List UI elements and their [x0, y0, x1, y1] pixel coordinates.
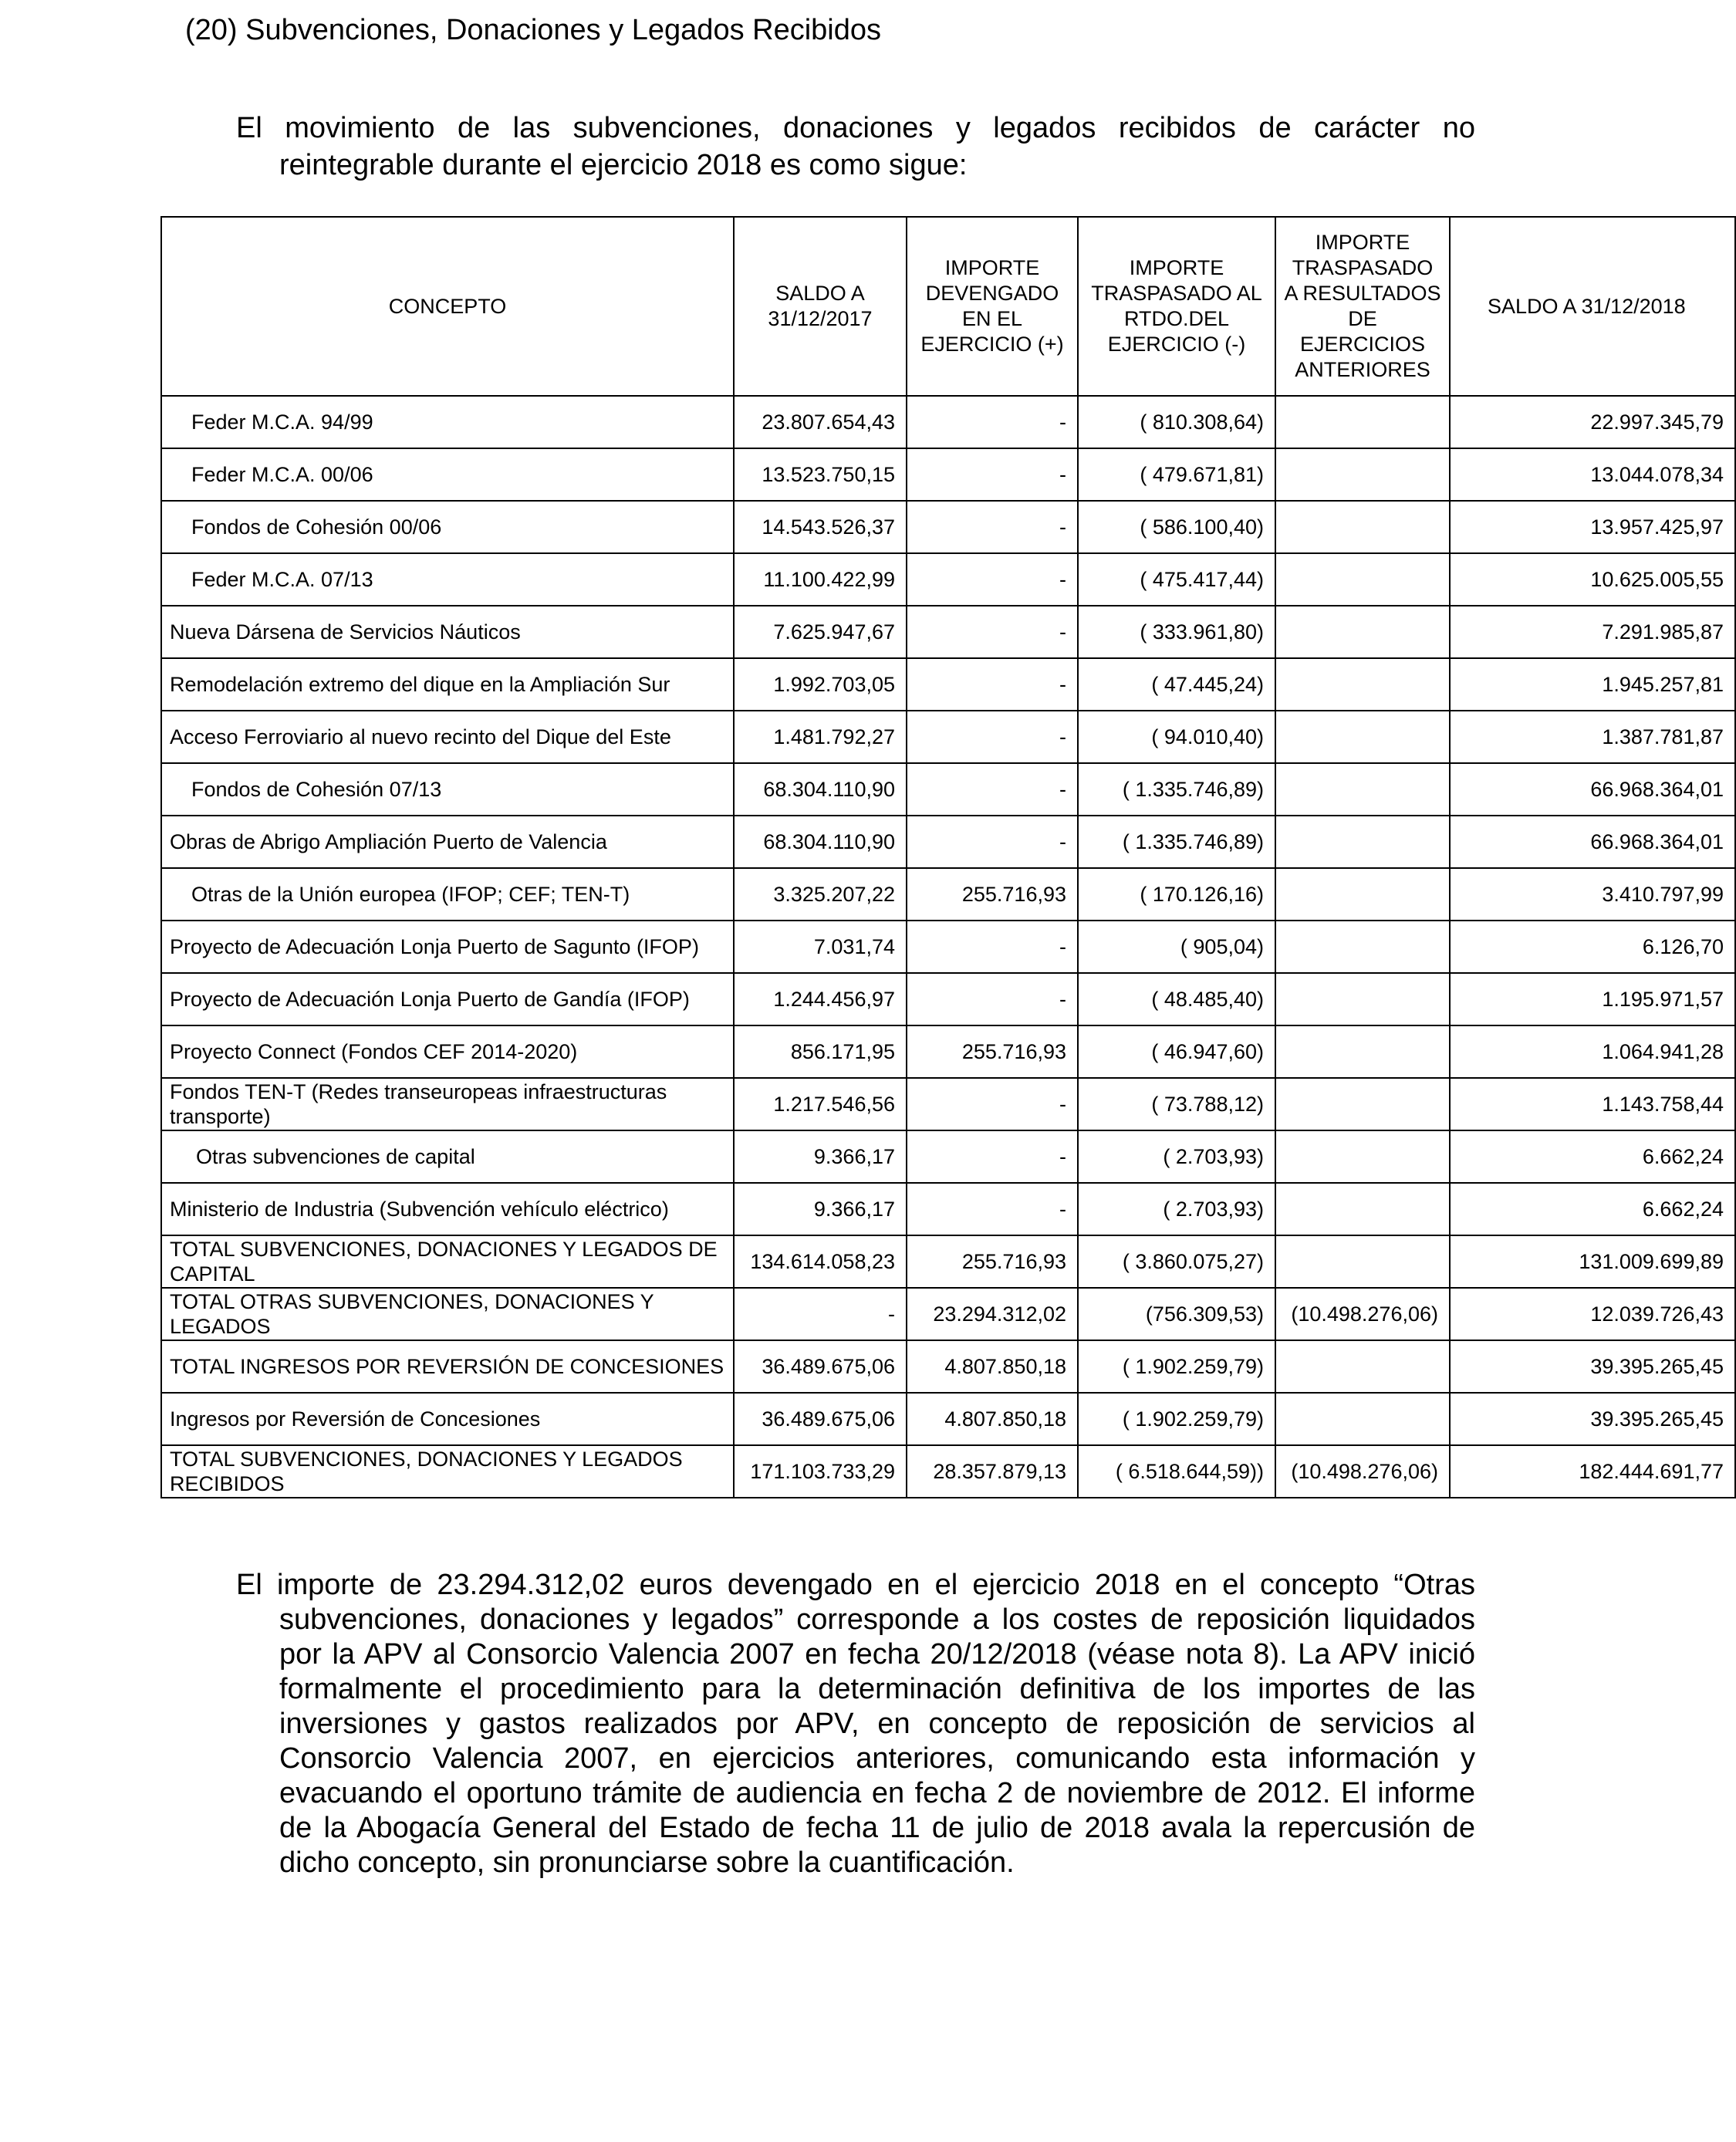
cell-saldo2018: 66.968.364,01 [1450, 763, 1735, 816]
cell-concepto: TOTAL SUBVENCIONES, DONACIONES Y LEGADOS RECIBIDOS [161, 1445, 734, 1498]
cell-anteriores: (10.498.276,06) [1275, 1288, 1450, 1340]
cell-traspasado: ( 73.788,12) [1078, 1078, 1275, 1130]
cell-saldo2017: 1.481.792,27 [734, 711, 907, 763]
cell-devengado: - [907, 396, 1078, 448]
cell-traspasado: ( 94.010,40) [1078, 711, 1275, 763]
table-row [161, 1288, 1735, 1340]
cell-saldo2018: 12.039.726,43 [1450, 1288, 1735, 1340]
cell-devengado: 255.716,93 [907, 868, 1078, 921]
cell-concepto: Remodelación extremo del dique en la Ampliación Sur [161, 658, 734, 711]
cell-devengado: 255.716,93 [907, 1025, 1078, 1078]
cell-devengado: - [907, 553, 1078, 606]
cell-devengado: 255.716,93 [907, 1235, 1078, 1288]
table-row [161, 1393, 1735, 1445]
cell-anteriores [1275, 1183, 1450, 1235]
cell-anteriores [1275, 1393, 1450, 1445]
cell-saldo2018: 1.387.781,87 [1450, 711, 1735, 763]
cell-anteriores [1275, 501, 1450, 553]
cell-saldo2017: 1.217.546,56 [734, 1078, 907, 1130]
subsidies-table [160, 216, 1736, 1498]
cell-concepto: Fondos de Cohesión 00/06 [161, 501, 734, 553]
cell-anteriores [1275, 816, 1450, 868]
cell-devengado: - [907, 816, 1078, 868]
cell-saldo2018: 3.410.797,99 [1450, 868, 1735, 921]
cell-anteriores [1275, 711, 1450, 763]
cell-saldo2018: 1.945.257,81 [1450, 658, 1735, 711]
cell-anteriores [1275, 553, 1450, 606]
table-row [161, 448, 1735, 501]
cell-concepto: Feder M.C.A. 07/13 [161, 553, 734, 606]
cell-concepto: Fondos TEN-T (Redes transeuropeas infraestructuras transporte) [161, 1078, 734, 1130]
cell-concepto: Otras de la Unión europea (IFOP; CEF; TEN-T) [161, 868, 734, 921]
cell-saldo2017: 134.614.058,23 [734, 1235, 907, 1288]
cell-devengado: 4.807.850,18 [907, 1340, 1078, 1393]
cell-traspasado: ( 2.703,93) [1078, 1183, 1275, 1235]
cell-concepto: Feder M.C.A. 94/99 [161, 396, 734, 448]
cell-devengado: - [907, 921, 1078, 973]
table-row [161, 763, 1735, 816]
cell-saldo2018: 10.625.005,55 [1450, 553, 1735, 606]
header-importe-traspasado: IMPORTE TRASPASADO AL RTDO.DEL EJERCICIO (-) [1078, 217, 1275, 396]
cell-traspasado: ( 810.308,64) [1078, 396, 1275, 448]
cell-saldo2018: 7.291.985,87 [1450, 606, 1735, 658]
table-row [161, 553, 1735, 606]
cell-anteriores [1275, 606, 1450, 658]
cell-concepto: Ingresos por Reversión de Concesiones [161, 1393, 734, 1445]
explanatory-paragraph: El importe de 23.294.312,02 euros devengado en el ejercicio 2018 en el concepto “Otras subvenciones, donaciones y legados” corresponde a los costes de reposición liquidados por la APV al Consorcio Valencia 2007 en fecha 20/12/2018 (véase nota 8). La APV inició formalmente el procedimiento para la determinación definitiva de los importes de las inversiones y gastos realizados por APV, en concepto de reposición de servicios al Consorcio Valencia 2007, en ejercicios anteriores, comunicando esta información y evacuando el oportuno trámite de audiencia en fecha 2 de noviembre de 2012. El informe de la Abogacía General del Estado de fecha 11 de julio de 2018 avala la repercusión de dicho concepto, sin pronunciarse sobre la cuantificación. [236, 1569, 1475, 1879]
cell-anteriores [1275, 921, 1450, 973]
table-row [161, 1235, 1735, 1288]
cell-traspasado: ( 2.703,93) [1078, 1130, 1275, 1183]
cell-saldo2017: 36.489.675,06 [734, 1340, 907, 1393]
cell-saldo2018: 6.126,70 [1450, 921, 1735, 973]
cell-saldo2017: 9.366,17 [734, 1183, 907, 1235]
cell-saldo2017: 1.244.456,97 [734, 973, 907, 1025]
cell-saldo2017: 171.103.733,29 [734, 1445, 907, 1498]
section-heading: (20) Subvenciones, Donaciones y Legados Recibidos [185, 14, 881, 46]
cell-traspasado: ( 479.671,81) [1078, 448, 1275, 501]
cell-concepto: Proyecto Connect (Fondos CEF 2014-2020) [161, 1025, 734, 1078]
cell-concepto: Fondos de Cohesión 07/13 [161, 763, 734, 816]
cell-devengado: - [907, 973, 1078, 1025]
table-row [161, 1078, 1735, 1130]
cell-saldo2017: 7.625.947,67 [734, 606, 907, 658]
cell-saldo2018: 13.044.078,34 [1450, 448, 1735, 501]
cell-saldo2017: 68.304.110,90 [734, 816, 907, 868]
table-row [161, 973, 1735, 1025]
cell-anteriores [1275, 1130, 1450, 1183]
cell-concepto: Proyecto de Adecuación Lonja Puerto de Sagunto (IFOP) [161, 921, 734, 973]
cell-devengado: 23.294.312,02 [907, 1288, 1078, 1340]
cell-traspasado: ( 6.518.644,59)) [1078, 1445, 1275, 1498]
cell-anteriores [1275, 1340, 1450, 1393]
table-row [161, 606, 1735, 658]
cell-saldo2018: 6.662,24 [1450, 1183, 1735, 1235]
table-row [161, 1445, 1735, 1498]
cell-saldo2017: 11.100.422,99 [734, 553, 907, 606]
cell-devengado: - [907, 763, 1078, 816]
cell-traspasado: ( 333.961,80) [1078, 606, 1275, 658]
cell-concepto: Obras de Abrigo Ampliación Puerto de Valencia [161, 816, 734, 868]
header-concepto: CONCEPTO [161, 217, 734, 396]
cell-traspasado: ( 47.445,24) [1078, 658, 1275, 711]
cell-devengado: - [907, 606, 1078, 658]
cell-concepto: Ministerio de Industria (Subvención vehículo eléctrico) [161, 1183, 734, 1235]
cell-saldo2018: 182.444.691,77 [1450, 1445, 1735, 1498]
cell-traspasado: ( 170.126,16) [1078, 868, 1275, 921]
table-container [160, 216, 1724, 1498]
cell-anteriores [1275, 1078, 1450, 1130]
cell-saldo2017: 1.992.703,05 [734, 658, 907, 711]
cell-concepto: Nueva Dársena de Servicios Náuticos [161, 606, 734, 658]
cell-anteriores [1275, 448, 1450, 501]
table-row [161, 711, 1735, 763]
cell-saldo2018: 39.395.265,45 [1450, 1340, 1735, 1393]
table-row [161, 1130, 1735, 1183]
cell-anteriores [1275, 658, 1450, 711]
cell-devengado: 4.807.850,18 [907, 1393, 1078, 1445]
cell-concepto: Acceso Ferroviario al nuevo recinto del Dique del Este [161, 711, 734, 763]
header-saldo-2018: SALDO A 31/12/2018 [1450, 217, 1735, 396]
cell-traspasado: ( 3.860.075,27) [1078, 1235, 1275, 1288]
table-row [161, 868, 1735, 921]
cell-saldo2018: 39.395.265,45 [1450, 1393, 1735, 1445]
table-header-row [161, 217, 1735, 396]
cell-anteriores [1275, 396, 1450, 448]
intro-paragraph: El movimiento de las subvenciones, donaciones y legados recibidos de carácter no reintegrable durante el ejercicio 2018 es como sigue: [236, 112, 1475, 181]
table-row [161, 658, 1735, 711]
table-row [161, 1183, 1735, 1235]
cell-concepto: Proyecto de Adecuación Lonja Puerto de Gandía (IFOP) [161, 973, 734, 1025]
cell-saldo2017: 14.543.526,37 [734, 501, 907, 553]
cell-concepto: Otras subvenciones de capital [161, 1130, 734, 1183]
cell-traspasado: (756.309,53) [1078, 1288, 1275, 1340]
cell-saldo2017: 3.325.207,22 [734, 868, 907, 921]
cell-saldo2017: 7.031,74 [734, 921, 907, 973]
cell-traspasado: ( 1.902.259,79) [1078, 1393, 1275, 1445]
cell-saldo2017: 23.807.654,43 [734, 396, 907, 448]
table-body [161, 396, 1735, 1498]
cell-concepto: TOTAL OTRAS SUBVENCIONES, DONACIONES Y LEGADOS [161, 1288, 734, 1340]
cell-traspasado: ( 1.902.259,79) [1078, 1340, 1275, 1393]
cell-concepto: TOTAL SUBVENCIONES, DONACIONES Y LEGADOS DE CAPITAL [161, 1235, 734, 1288]
cell-devengado: 28.357.879,13 [907, 1445, 1078, 1498]
cell-saldo2018: 1.195.971,57 [1450, 973, 1735, 1025]
table-row [161, 396, 1735, 448]
cell-devengado: - [907, 501, 1078, 553]
cell-saldo2017: 856.171,95 [734, 1025, 907, 1078]
cell-anteriores: (10.498.276,06) [1275, 1445, 1450, 1498]
table-row [161, 921, 1735, 973]
cell-devengado: - [907, 448, 1078, 501]
cell-traspasado: ( 1.335.746,89) [1078, 763, 1275, 816]
cell-traspasado: ( 46.947,60) [1078, 1025, 1275, 1078]
cell-saldo2017: 68.304.110,90 [734, 763, 907, 816]
cell-saldo2018: 13.957.425,97 [1450, 501, 1735, 553]
cell-anteriores [1275, 1235, 1450, 1288]
cell-anteriores [1275, 1025, 1450, 1078]
table-row [161, 501, 1735, 553]
cell-traspasado: ( 586.100,40) [1078, 501, 1275, 553]
cell-traspasado: ( 48.485,40) [1078, 973, 1275, 1025]
cell-saldo2017: 13.523.750,15 [734, 448, 907, 501]
cell-devengado: - [907, 1183, 1078, 1235]
header-traspasado-anteriores: IMPORTE TRASPASADO A RESULTADOS DE EJERCICIOS ANTERIORES [1275, 217, 1450, 396]
cell-devengado: - [907, 658, 1078, 711]
cell-anteriores [1275, 868, 1450, 921]
cell-saldo2018: 22.997.345,79 [1450, 396, 1735, 448]
cell-saldo2018: 6.662,24 [1450, 1130, 1735, 1183]
table-row [161, 816, 1735, 868]
cell-saldo2018: 131.009.699,89 [1450, 1235, 1735, 1288]
cell-traspasado: ( 905,04) [1078, 921, 1275, 973]
cell-anteriores [1275, 763, 1450, 816]
cell-devengado: - [907, 1078, 1078, 1130]
header-saldo-2017: SALDO A 31/12/2017 [734, 217, 907, 396]
cell-concepto: Feder M.C.A. 00/06 [161, 448, 734, 501]
cell-saldo2017: - [734, 1288, 907, 1340]
cell-traspasado: ( 1.335.746,89) [1078, 816, 1275, 868]
table-row [161, 1340, 1735, 1393]
table-row [161, 1025, 1735, 1078]
cell-concepto: TOTAL INGRESOS POR REVERSIÓN DE CONCESIONES [161, 1340, 734, 1393]
cell-saldo2018: 1.143.758,44 [1450, 1078, 1735, 1130]
header-importe-devengado: IMPORTE DEVENGADO EN EL EJERCICIO (+) [907, 217, 1078, 396]
cell-devengado: - [907, 1130, 1078, 1183]
cell-devengado: - [907, 711, 1078, 763]
cell-saldo2018: 66.968.364,01 [1450, 816, 1735, 868]
cell-saldo2018: 1.064.941,28 [1450, 1025, 1735, 1078]
cell-saldo2017: 9.366,17 [734, 1130, 907, 1183]
cell-anteriores [1275, 973, 1450, 1025]
cell-traspasado: ( 475.417,44) [1078, 553, 1275, 606]
cell-saldo2017: 36.489.675,06 [734, 1393, 907, 1445]
